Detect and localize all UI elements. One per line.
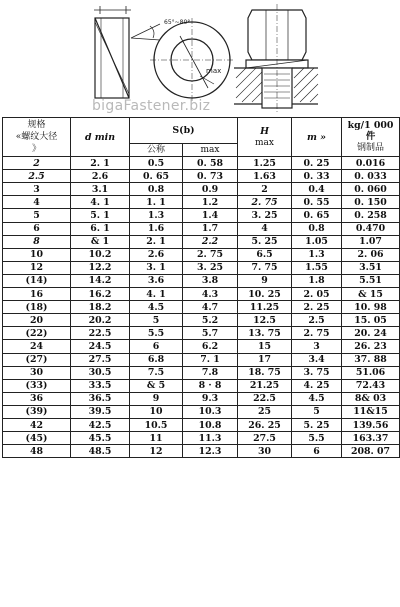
washer-spec-table (2, 117, 400, 458)
cell-size: 48 (3, 445, 71, 458)
table-row (3, 379, 400, 392)
table-cell: 5. 25 (292, 418, 342, 431)
table-cell: 1.63 (238, 170, 292, 183)
table-cell: 0. 55 (292, 196, 342, 209)
table-row (3, 196, 400, 209)
table-cell: 3. 1 (130, 261, 183, 274)
table-cell: 27.5 (71, 353, 130, 366)
table-cell: 4. 1 (71, 196, 130, 209)
table-cell: & 1 (71, 235, 130, 248)
table-cell: 2. 75 (238, 196, 292, 209)
cell-size: 36 (3, 392, 71, 405)
table-cell: 2. 25 (292, 301, 342, 314)
table-cell: 10 (130, 405, 183, 418)
table-cell: 21.25 (238, 379, 292, 392)
header-size-text: 规格 «螺纹大径 》 (15, 120, 58, 155)
table-cell: 2.5 (292, 314, 342, 327)
table-row (3, 222, 400, 235)
table-cell: 0.8 (130, 183, 183, 196)
cell-size: 10 (3, 248, 71, 261)
table-cell: 1.4 (183, 209, 238, 222)
table-row (3, 288, 400, 301)
cell-size: (39) (3, 405, 71, 418)
header-weight (342, 118, 400, 157)
table-cell: 1.07 (342, 235, 400, 248)
table-cell: 10.8 (183, 418, 238, 431)
table-cell: 6.2 (183, 340, 238, 353)
cell-size: 12 (3, 261, 71, 274)
table-cell: 12.2 (71, 261, 130, 274)
table-cell: 1.3 (292, 248, 342, 261)
table-row (3, 301, 400, 314)
table-cell: 5.7 (183, 327, 238, 340)
table-cell: 33.5 (71, 379, 130, 392)
table-cell: 7. 1 (183, 353, 238, 366)
table-cell: 7.8 (183, 366, 238, 379)
table-cell: 39.5 (71, 405, 130, 418)
table-cell: 10. 25 (238, 288, 292, 301)
table-cell: 18. 75 (238, 366, 292, 379)
table-cell: 25 (238, 405, 292, 418)
table-cell: 6 (130, 340, 183, 353)
table-cell: 27.5 (238, 432, 292, 445)
table-body (3, 157, 400, 458)
cell-size: 4 (3, 196, 71, 209)
table-cell: 0. 73 (183, 170, 238, 183)
table-cell: 13. 75 (238, 327, 292, 340)
table-cell: 0. 65 (292, 209, 342, 222)
cell-size: 2 (3, 157, 71, 170)
table-row (3, 340, 400, 353)
cell-size: (33) (3, 379, 71, 392)
table-cell: 51.06 (342, 366, 400, 379)
table-cell: 2.6 (71, 170, 130, 183)
table-cell: 16.2 (71, 288, 130, 301)
cell-size: 30 (3, 366, 71, 379)
table-cell: 2.6 (130, 248, 183, 261)
table-cell: 3.4 (292, 353, 342, 366)
header-d-min (71, 118, 130, 157)
table-cell: 2.2 (183, 235, 238, 248)
table-cell: 3. 25 (238, 209, 292, 222)
table-row (3, 209, 400, 222)
header-h-text: H (260, 125, 269, 137)
header-d-min-text: d min (84, 131, 116, 143)
table-row (3, 366, 400, 379)
table-cell: 3.6 (130, 274, 183, 287)
cell-size: 2.5 (3, 170, 71, 183)
header-h (238, 118, 292, 157)
table-row (3, 261, 400, 274)
table-cell: 7.5 (130, 366, 183, 379)
table-cell: 3.51 (342, 261, 400, 274)
cell-size: (45) (3, 432, 71, 445)
table-row (3, 327, 400, 340)
table-cell: 6.8 (130, 353, 183, 366)
table-cell: 3. 75 (292, 366, 342, 379)
table-cell: 0.9 (183, 183, 238, 196)
angle-label: 65°~80° (164, 19, 191, 26)
table-row (3, 183, 400, 196)
table-cell: 4 (238, 222, 292, 235)
table-cell: 1.6 (130, 222, 183, 235)
table-cell: 6.5 (238, 248, 292, 261)
table-cell: 7. 75 (238, 261, 292, 274)
table-cell: 24.5 (71, 340, 130, 353)
table-cell: 18.2 (71, 301, 130, 314)
cell-size: (14) (3, 274, 71, 287)
table-cell: 2. 1 (71, 157, 130, 170)
table-cell: 3. 25 (183, 261, 238, 274)
table-cell: 17 (238, 353, 292, 366)
table-cell: 1.8 (292, 274, 342, 287)
table-cell: 20. 24 (342, 327, 400, 340)
cell-size: 8 (3, 235, 71, 248)
table-cell: 11 (130, 432, 183, 445)
table-cell: 0. 033 (342, 170, 400, 183)
table-cell: 0. 258 (342, 209, 400, 222)
table-cell: & 5 (130, 379, 183, 392)
table-row (3, 314, 400, 327)
table-cell: 9 (130, 392, 183, 405)
table-cell: 0. 65 (130, 170, 183, 183)
table-cell: 26. 25 (238, 418, 292, 431)
cell-size: 3 (3, 183, 71, 196)
cell-size: 6 (3, 222, 71, 235)
table-cell: 15 (238, 340, 292, 353)
header-m (292, 118, 342, 157)
table-cell: 12.5 (238, 314, 292, 327)
table-row (3, 274, 400, 287)
table-cell: 0. 150 (342, 196, 400, 209)
table-cell: 5.5 (292, 432, 342, 445)
table-cell: 0.470 (342, 222, 400, 235)
table-cell: 10.5 (130, 418, 183, 431)
table-cell: 9 (238, 274, 292, 287)
table-cell: 45.5 (71, 432, 130, 445)
table-cell: 12 (130, 445, 183, 458)
table-cell: 5 (292, 405, 342, 418)
table-cell: 8 · 8 (183, 379, 238, 392)
table-cell: 1.2 (183, 196, 238, 209)
table-cell: & 15 (342, 288, 400, 301)
table-cell: 4. 25 (292, 379, 342, 392)
table-cell: 2 (238, 183, 292, 196)
table-cell: 0. 060 (342, 183, 400, 196)
table-cell: 3.8 (183, 274, 238, 287)
header-h-sub: max (255, 137, 274, 148)
table-row (3, 353, 400, 366)
table-cell: 11.25 (238, 301, 292, 314)
cell-size: (18) (3, 301, 71, 314)
table-cell: 30.5 (71, 366, 130, 379)
table-row (3, 235, 400, 248)
cell-size: 20 (3, 314, 71, 327)
table-cell: 20.2 (71, 314, 130, 327)
table-cell: 5. 1 (71, 209, 130, 222)
table-cell: 1.25 (238, 157, 292, 170)
cell-size: 16 (3, 288, 71, 301)
table-cell: 11.3 (183, 432, 238, 445)
table-row (3, 418, 400, 431)
table-cell: 0. 33 (292, 170, 342, 183)
header-s-nominal: 公称 (130, 144, 183, 157)
table-cell: 2. 05 (292, 288, 342, 301)
table-row (3, 392, 400, 405)
table-cell: 30 (238, 445, 292, 458)
table-cell: 0.4 (292, 183, 342, 196)
table-cell: 1.05 (292, 235, 342, 248)
cell-size: (27) (3, 353, 71, 366)
table-cell: 10.3 (183, 405, 238, 418)
table-cell: 0.5 (130, 157, 183, 170)
table-cell: 15. 05 (342, 314, 400, 327)
table-cell: 11&15 (342, 405, 400, 418)
table-cell: 0.016 (342, 157, 400, 170)
table-cell: 5.5 (130, 327, 183, 340)
washer-side-view (94, 6, 160, 98)
table-cell: 37. 88 (342, 353, 400, 366)
table-cell: 48.5 (71, 445, 130, 458)
table-cell: 2. 06 (342, 248, 400, 261)
table-cell: 12.3 (183, 445, 238, 458)
cell-size: (22) (3, 327, 71, 340)
header-weight-text: kg/1 000 件 (347, 120, 394, 143)
cell-size: 42 (3, 418, 71, 431)
table-cell: 10. 98 (342, 301, 400, 314)
table-cell: 4. 1 (130, 288, 183, 301)
cell-size: 24 (3, 340, 71, 353)
table-cell: 1.3 (130, 209, 183, 222)
table-cell: 1.55 (292, 261, 342, 274)
table-cell: 0. 25 (292, 157, 342, 170)
table-cell: 4.3 (183, 288, 238, 301)
washer-top-view (150, 18, 234, 102)
table-cell: 4.5 (292, 392, 342, 405)
table-cell: 14.2 (71, 274, 130, 287)
table-cell: 9.3 (183, 392, 238, 405)
table-cell: 139.56 (342, 418, 400, 431)
table-cell: 2. 1 (130, 235, 183, 248)
header-size (3, 118, 71, 157)
watermark: bigaFastener.biz (92, 98, 211, 114)
header-weight-sub: 钢制品 (357, 143, 385, 154)
table-cell: 5.51 (342, 274, 400, 287)
table-cell: 10.2 (71, 248, 130, 261)
table-cell: 8& 03 (342, 392, 400, 405)
table-cell: 5. 25 (238, 235, 292, 248)
header-m-text: m » (306, 131, 327, 143)
table-cell: 208. 07 (342, 445, 400, 458)
table-row (3, 248, 400, 261)
table-cell: 22.5 (71, 327, 130, 340)
table-row (3, 405, 400, 418)
table-cell: 1.7 (183, 222, 238, 235)
max-dim-label: max (206, 67, 222, 75)
table-cell: 4.5 (130, 301, 183, 314)
table-row (3, 445, 400, 458)
table-cell: 2. 75 (292, 327, 342, 340)
table-cell: 36.5 (71, 392, 130, 405)
table-cell: 4.7 (183, 301, 238, 314)
table-cell: 42.5 (71, 418, 130, 431)
table-cell: 22.5 (238, 392, 292, 405)
table-cell: 6. 1 (71, 222, 130, 235)
table-cell: 2. 75 (183, 248, 238, 261)
table-cell: 72.43 (342, 379, 400, 392)
table-cell: 5 (130, 314, 183, 327)
table-row (3, 432, 400, 445)
table-cell: 0.8 (292, 222, 342, 235)
table-cell: 163.37 (342, 432, 400, 445)
table-row (3, 157, 400, 170)
table-cell: 6 (292, 445, 342, 458)
bolt-assembly (234, 4, 318, 114)
table-cell: 5.2 (183, 314, 238, 327)
table-cell: 3.1 (71, 183, 130, 196)
header-s: S(b) (130, 118, 238, 144)
table-cell: 26. 23 (342, 340, 400, 353)
cell-size: 5 (3, 209, 71, 222)
header-s-max: max (183, 144, 238, 157)
table-row (3, 170, 400, 183)
table-cell: 3 (292, 340, 342, 353)
table-cell: 0. 58 (183, 157, 238, 170)
table-cell: 1. 1 (130, 196, 183, 209)
